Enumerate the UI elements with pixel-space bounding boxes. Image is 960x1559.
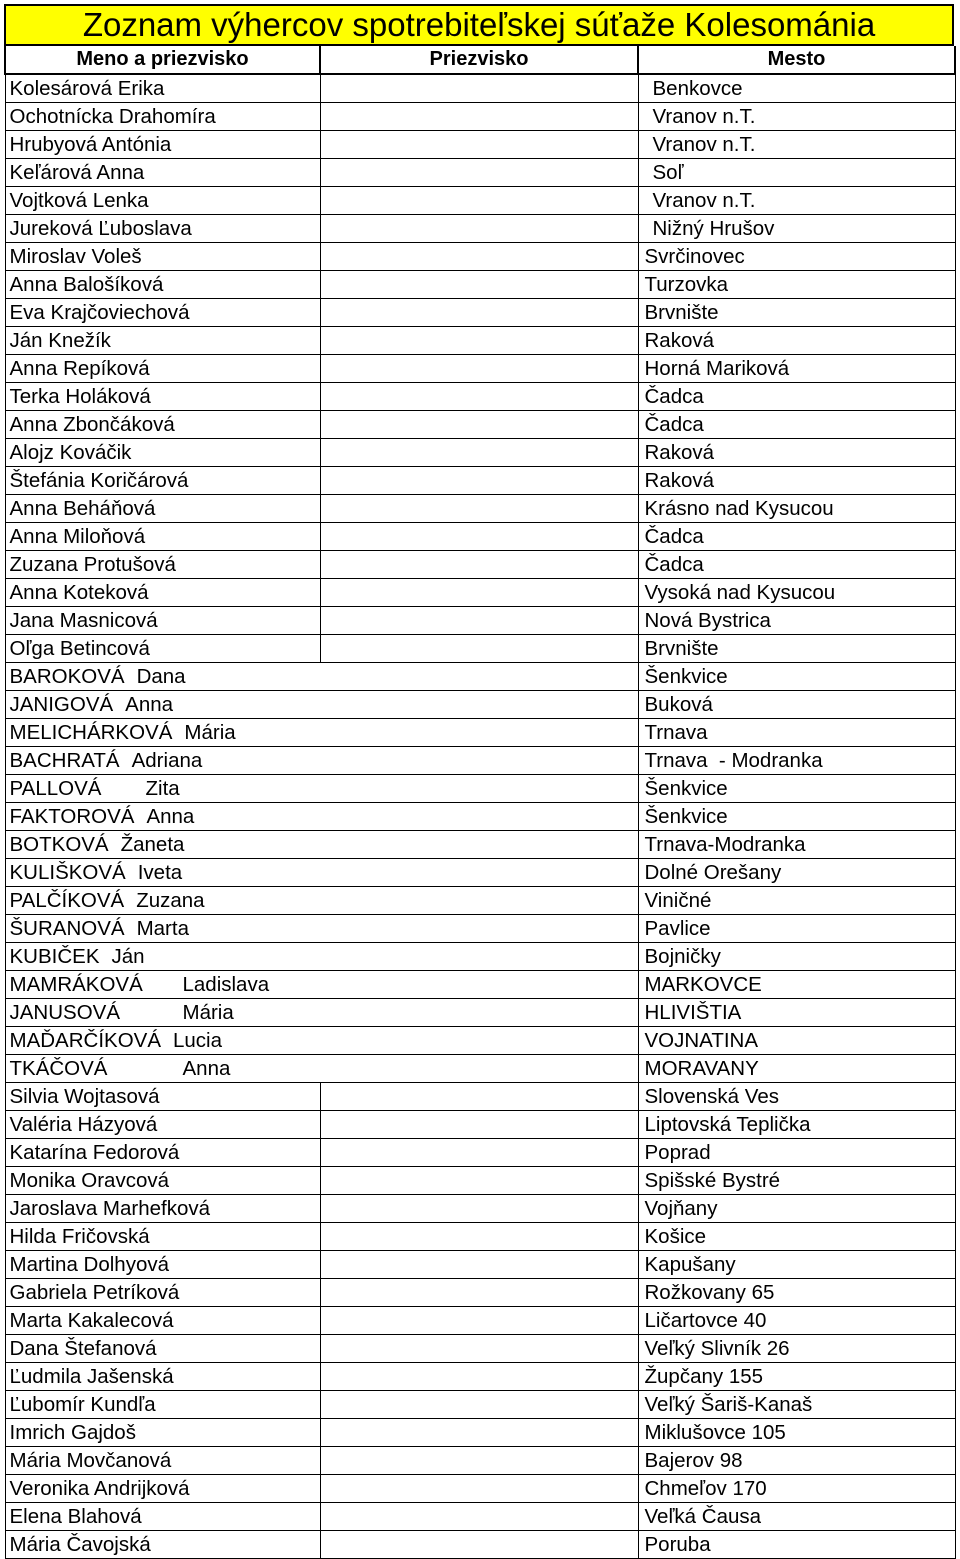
- cell-city: Poruba: [638, 1531, 955, 1559]
- table-row: [5, 579, 955, 607]
- cell-name: [5, 691, 638, 719]
- table-row: [5, 831, 955, 859]
- cell-city: Vranov n.T.: [638, 103, 955, 131]
- table-row: [5, 411, 955, 439]
- cell-city: Župčany 155: [638, 1363, 955, 1391]
- table-row: [5, 551, 955, 579]
- cell-surname: [320, 271, 638, 299]
- cell-city: Vranov n.T.: [638, 187, 955, 215]
- cell-first-name: Lucia: [173, 1029, 223, 1052]
- cell-name: Zuzana Protušová: [5, 551, 320, 579]
- table-row: [5, 327, 955, 355]
- cell-name: Valéria Házyová: [5, 1111, 320, 1139]
- cell-first-name: Anna: [182, 1057, 231, 1080]
- cell-name: Kolesárová Erika: [5, 74, 320, 103]
- cell-name: Miroslav Voleš: [5, 243, 320, 271]
- cell-name: [5, 831, 638, 859]
- cell-name: Mária Movčanová: [5, 1447, 320, 1475]
- document-page: [4, 4, 954, 1559]
- cell-name: [5, 999, 638, 1027]
- table-row: [5, 103, 955, 131]
- cell-city: Šenkvice: [638, 803, 955, 831]
- cell-city: Poprad: [638, 1139, 955, 1167]
- cell-city: Chmeľov 170: [638, 1475, 955, 1503]
- cell-city: Čadca: [638, 523, 955, 551]
- cell-first-name: Žaneta: [120, 833, 185, 856]
- cell-city: Šenkvice: [638, 663, 955, 691]
- cell-name: Keľárová Anna: [5, 159, 320, 187]
- cell-city: VOJNATINA: [638, 1027, 955, 1055]
- cell-city: Trnava - Modranka: [638, 747, 955, 775]
- cell-first-name: Ján: [111, 945, 145, 968]
- table-row: [5, 1531, 955, 1559]
- table-row: [5, 1335, 955, 1363]
- cell-surname: [320, 1503, 638, 1531]
- cell-first-name: Zuzana: [136, 889, 205, 912]
- column-header-name: Meno a priezvisko: [5, 46, 320, 74]
- cell-name: Anna Beháňová: [5, 495, 320, 523]
- cell-surname: [320, 1111, 638, 1139]
- cell-name: [5, 803, 638, 831]
- table-row: [5, 1503, 955, 1531]
- cell-name: [5, 859, 638, 887]
- cell-last-name: KULIŠKOVÁ: [9, 861, 126, 884]
- cell-city: Bajerov 98: [638, 1447, 955, 1475]
- cell-city: Benkovce: [638, 74, 955, 103]
- cell-city: Trnava-Modranka: [638, 831, 955, 859]
- cell-surname: [320, 411, 638, 439]
- cell-first-name: Ladislava: [182, 973, 270, 996]
- table-header-row: [5, 46, 955, 74]
- cell-city: Ličartovce 40: [638, 1307, 955, 1335]
- cell-city: Horná Mariková: [638, 355, 955, 383]
- cell-surname: [320, 355, 638, 383]
- cell-city: Trnava: [638, 719, 955, 747]
- cell-name: [5, 719, 638, 747]
- cell-first-name: Anna: [125, 693, 174, 716]
- table-row: [5, 1447, 955, 1475]
- cell-city: Veľký Slivník 26: [638, 1335, 955, 1363]
- table-row: [5, 355, 955, 383]
- table-row: [5, 1027, 955, 1055]
- table-row: [5, 999, 955, 1027]
- cell-city: Dolné Orešany: [638, 859, 955, 887]
- cell-name: [5, 943, 638, 971]
- table-row: [5, 523, 955, 551]
- cell-surname: [320, 1223, 638, 1251]
- cell-city: Rožkovany 65: [638, 1279, 955, 1307]
- cell-surname: [320, 579, 638, 607]
- table-row: [5, 1139, 955, 1167]
- cell-city: Košice: [638, 1223, 955, 1251]
- cell-last-name: JANUSOVÁ: [9, 1001, 120, 1024]
- cell-surname: [320, 607, 638, 635]
- cell-name: Jureková Ľuboslava: [5, 215, 320, 243]
- table-row: [5, 1055, 955, 1083]
- cell-city: Vranov n.T.: [638, 131, 955, 159]
- cell-name: [5, 663, 638, 691]
- cell-city: Nová Bystrica: [638, 607, 955, 635]
- cell-surname: [320, 1531, 638, 1559]
- cell-name: Ján Knežík: [5, 327, 320, 355]
- cell-name: Martina Dolhyová: [5, 1251, 320, 1279]
- cell-surname: [320, 131, 638, 159]
- table-row: [5, 1391, 955, 1419]
- cell-city: Čadca: [638, 551, 955, 579]
- cell-city: Vojňany: [638, 1195, 955, 1223]
- cell-first-name: Mária: [184, 721, 236, 744]
- cell-last-name: MAMRÁKOVÁ: [9, 973, 143, 996]
- cell-surname: [320, 1391, 638, 1419]
- cell-city: Brvnište: [638, 299, 955, 327]
- table-row: [5, 971, 955, 999]
- cell-surname: [320, 159, 638, 187]
- cell-name: Hilda Fričovská: [5, 1223, 320, 1251]
- cell-city: Raková: [638, 467, 955, 495]
- cell-name: Ľudmila Jašenská: [5, 1363, 320, 1391]
- table-row: [5, 1279, 955, 1307]
- cell-name: Katarína Fedorová: [5, 1139, 320, 1167]
- cell-name: Mária Čavojská: [5, 1531, 320, 1559]
- table-row: [5, 635, 955, 663]
- cell-name: [5, 775, 638, 803]
- table-row: [5, 943, 955, 971]
- cell-name: Silvia Wojtasová: [5, 1083, 320, 1111]
- cell-surname: [320, 1279, 638, 1307]
- cell-surname: [320, 1419, 638, 1447]
- cell-surname: [320, 1447, 638, 1475]
- cell-first-name: Dana: [136, 665, 186, 688]
- cell-surname: [320, 551, 638, 579]
- cell-city: Brvnište: [638, 635, 955, 663]
- table-row: [5, 1083, 955, 1111]
- cell-name: [5, 887, 638, 915]
- cell-surname: [320, 439, 638, 467]
- cell-city: Veľká Čausa: [638, 1503, 955, 1531]
- table-row: [5, 1419, 955, 1447]
- cell-city: Krásno nad Kysucou: [638, 495, 955, 523]
- cell-city: Liptovská Teplička: [638, 1111, 955, 1139]
- table-row: [5, 1195, 955, 1223]
- cell-first-name: Mária: [182, 1001, 234, 1024]
- cell-last-name: TKÁČOVÁ: [9, 1057, 108, 1080]
- column-header-surname: Priezvisko: [320, 46, 638, 74]
- cell-last-name: BAROKOVÁ: [9, 665, 125, 688]
- cell-first-name: Zita: [145, 777, 180, 800]
- cell-surname: [320, 299, 638, 327]
- cell-city: Viničné: [638, 887, 955, 915]
- table-row: [5, 271, 955, 299]
- cell-city: Slovenská Ves: [638, 1083, 955, 1111]
- table-row: [5, 1167, 955, 1195]
- cell-city: MORAVANY: [638, 1055, 955, 1083]
- cell-name: Vojtková Lenka: [5, 187, 320, 215]
- page-title: Zoznam výhercov spotrebiteľskej súťaže Kolesománia: [4, 4, 954, 46]
- table-row: [5, 74, 955, 103]
- cell-surname: [320, 1167, 638, 1195]
- table-row: [5, 859, 955, 887]
- table-row: [5, 1475, 955, 1503]
- table-row: [5, 775, 955, 803]
- cell-name: Anna Balošíková: [5, 271, 320, 299]
- cell-surname: [320, 103, 638, 131]
- cell-city: Miklušovce 105: [638, 1419, 955, 1447]
- cell-name: Anna Koteková: [5, 579, 320, 607]
- cell-city: Svrčinovec: [638, 243, 955, 271]
- cell-name: Štefánia Koričárová: [5, 467, 320, 495]
- cell-city: Nižný Hrušov: [638, 215, 955, 243]
- cell-city: Raková: [638, 439, 955, 467]
- table-row: [5, 1363, 955, 1391]
- cell-city: Šenkvice: [638, 775, 955, 803]
- table-row: [5, 747, 955, 775]
- table-row: [5, 663, 955, 691]
- cell-city: Bojničky: [638, 943, 955, 971]
- cell-surname: [320, 1195, 638, 1223]
- table-row: [5, 887, 955, 915]
- cell-name: Anna Repíková: [5, 355, 320, 383]
- cell-surname: [320, 1307, 638, 1335]
- cell-last-name: MELICHÁRKOVÁ: [9, 721, 173, 744]
- cell-name: Ochotnícka Drahomíra: [5, 103, 320, 131]
- cell-name: Gabriela Petríková: [5, 1279, 320, 1307]
- cell-surname: [320, 1139, 638, 1167]
- winners-table: [4, 46, 956, 1559]
- cell-last-name: FAKTOROVÁ: [9, 805, 135, 828]
- cell-name: [5, 747, 638, 775]
- cell-city: Soľ: [638, 159, 955, 187]
- cell-surname: [320, 187, 638, 215]
- cell-surname: [320, 327, 638, 355]
- table-row: [5, 467, 955, 495]
- table-row: [5, 1307, 955, 1335]
- cell-last-name: JANIGOVÁ: [9, 693, 114, 716]
- cell-name: [5, 915, 638, 943]
- cell-last-name: BOTKOVÁ: [9, 833, 109, 856]
- cell-city: Buková: [638, 691, 955, 719]
- cell-name: Anna Zbončáková: [5, 411, 320, 439]
- cell-name: Anna Miloňová: [5, 523, 320, 551]
- cell-first-name: Adriana: [131, 749, 203, 772]
- cell-name: Monika Oravcová: [5, 1167, 320, 1195]
- table-row: [5, 607, 955, 635]
- cell-surname: [320, 1475, 638, 1503]
- cell-surname: [320, 215, 638, 243]
- cell-surname: [320, 523, 638, 551]
- cell-first-name: Iveta: [137, 861, 183, 884]
- cell-first-name: Anna: [146, 805, 195, 828]
- column-header-city: Mesto: [638, 46, 955, 74]
- table-row: [5, 299, 955, 327]
- table-row: [5, 1251, 955, 1279]
- cell-city: Raková: [638, 327, 955, 355]
- cell-name: [5, 1055, 638, 1083]
- table-row: [5, 1111, 955, 1139]
- table-row: [5, 187, 955, 215]
- cell-last-name: BACHRATÁ: [9, 749, 120, 772]
- cell-surname: [320, 467, 638, 495]
- table-row: [5, 439, 955, 467]
- table-row: [5, 691, 955, 719]
- cell-city: Turzovka: [638, 271, 955, 299]
- cell-city: HLIVIŠTIA: [638, 999, 955, 1027]
- cell-name: Oľga Betincová: [5, 635, 320, 663]
- cell-name: Marta Kakalecová: [5, 1307, 320, 1335]
- table-row: [5, 243, 955, 271]
- cell-name: Alojz Kováčik: [5, 439, 320, 467]
- cell-last-name: PALLOVÁ: [9, 777, 102, 800]
- table-row: [5, 159, 955, 187]
- table-row: [5, 915, 955, 943]
- cell-city: Kapušany: [638, 1251, 955, 1279]
- cell-last-name: ŠURANOVÁ: [9, 917, 125, 940]
- cell-surname: [320, 1363, 638, 1391]
- cell-city: Veľký Šariš-Kanaš: [638, 1391, 955, 1419]
- cell-surname: [320, 1251, 638, 1279]
- cell-name: Terka Holáková: [5, 383, 320, 411]
- cell-name: Imrich Gajdoš: [5, 1419, 320, 1447]
- cell-name: Elena Blahová: [5, 1503, 320, 1531]
- cell-name: Jaroslava Marhefková: [5, 1195, 320, 1223]
- cell-city: Pavlice: [638, 915, 955, 943]
- cell-city: Vysoká nad Kysucou: [638, 579, 955, 607]
- cell-surname: [320, 74, 638, 103]
- cell-surname: [320, 243, 638, 271]
- cell-name: Hrubyová Antónia: [5, 131, 320, 159]
- cell-surname: [320, 1335, 638, 1363]
- table-row: [5, 803, 955, 831]
- cell-surname: [320, 635, 638, 663]
- cell-first-name: Marta: [136, 917, 189, 940]
- table-row: [5, 495, 955, 523]
- cell-name: Eva Krajčoviechová: [5, 299, 320, 327]
- table-row: [5, 719, 955, 747]
- cell-last-name: MAĎARČÍKOVÁ: [9, 1029, 161, 1052]
- cell-last-name: KUBIČEK: [9, 945, 100, 968]
- cell-name: [5, 971, 638, 999]
- cell-city: Spišské Bystré: [638, 1167, 955, 1195]
- cell-city: Čadca: [638, 383, 955, 411]
- table-row: [5, 383, 955, 411]
- cell-surname: [320, 383, 638, 411]
- cell-last-name: PALČÍKOVÁ: [9, 889, 125, 912]
- cell-city: Čadca: [638, 411, 955, 439]
- cell-name: [5, 1027, 638, 1055]
- table-row: [5, 1223, 955, 1251]
- cell-surname: [320, 495, 638, 523]
- cell-name: Dana Štefanová: [5, 1335, 320, 1363]
- table-row: [5, 131, 955, 159]
- cell-name: Veronika Andrijková: [5, 1475, 320, 1503]
- cell-name: Jana Masnicová: [5, 607, 320, 635]
- cell-surname: [320, 1083, 638, 1111]
- table-row: [5, 215, 955, 243]
- cell-city: MARKOVCE: [638, 971, 955, 999]
- cell-name: Ľubomír Kundľa: [5, 1391, 320, 1419]
